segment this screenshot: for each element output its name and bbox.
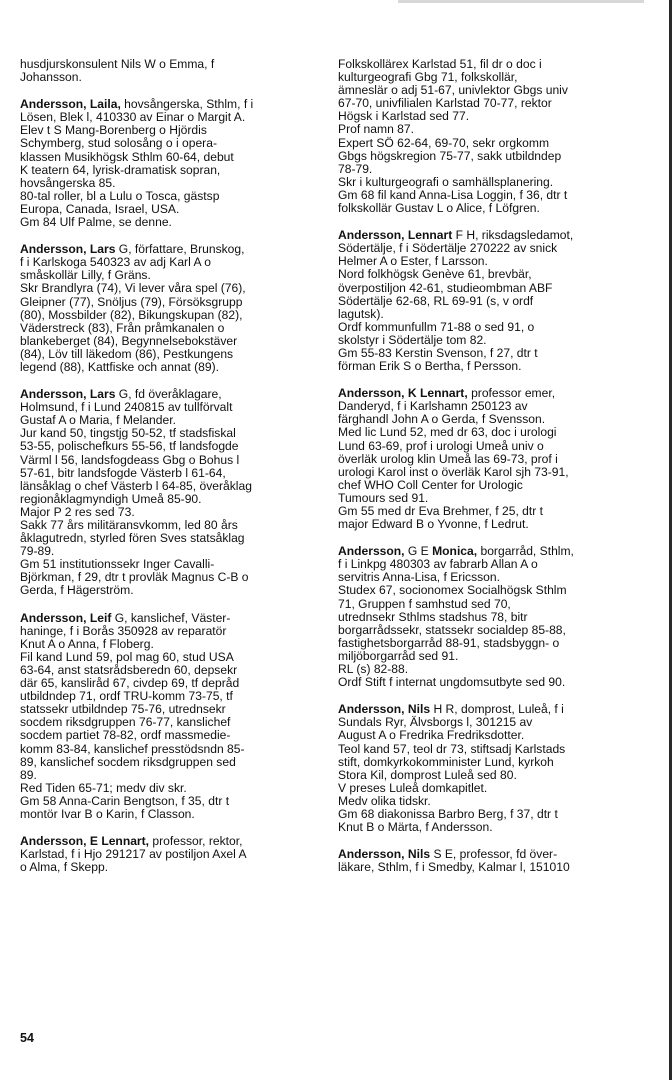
entry-continued [338, 58, 638, 215]
entry-line: urologi Karol inst o överläk Karol sjh 73-91, [338, 464, 569, 479]
entry-line: Studex 67, socionomex Socialhögsk Sthlm [338, 583, 567, 598]
entry-line: Lund 63-69, prof i urologi Umeå univ o [338, 438, 544, 453]
biography-entry [338, 703, 638, 834]
entry-line: Med lic Lund 52, med dr 63, doc i urologi [338, 425, 557, 440]
entry-line: Södertälje, f i Södertälje 270222 av snick [338, 241, 558, 256]
entry-name-suffix: Monica, [432, 544, 478, 559]
entry-first-line-text: H R, domprost, Luleå, f i [430, 702, 564, 717]
entry-line: läkare, Sthlm, f i Smedby, Kalmar l, 151010 [338, 860, 570, 875]
biography-entry [338, 229, 638, 373]
entry-line: skolstyr i Södertälje tom 82. [338, 332, 487, 347]
biography-entry [20, 98, 320, 229]
entry-line: Major P 2 res sed 73. [20, 504, 135, 519]
entry-name: Andersson, E Lennart, [20, 834, 150, 849]
entry-first-line-text: professor, rektor, [149, 834, 243, 849]
entry-line: komm 83-84, kanslichef presstödsndn 85- [20, 741, 245, 756]
entry-line: 53-55, polischefkurs 55-56, tf landsfogde [20, 439, 239, 454]
entry-line: där 65, kansliråd 67, civdep 69, tf depråd [20, 676, 240, 691]
entry-line: Skr Brandlyra (74), Vi lever våra spel (76), [20, 281, 246, 296]
entry-line: länsåklag o chef Västerb l 64-85, överåklag [20, 478, 252, 493]
entry-line: Gm 51 institutionssekr Inger Cavalli- [20, 557, 215, 572]
entry-line: Väderstreck (83), Från pråmkanalen o [20, 320, 225, 335]
entry-line: f i Linkpg 480303 av fabrarb Allan A o [338, 557, 538, 572]
right-column [338, 58, 638, 888]
biography-entry [20, 243, 320, 374]
entry-line: Högsk i Karlstad sed 77. [338, 109, 470, 124]
entry-line: V preses Luleå domkapitlet. [338, 780, 488, 795]
entry-line: Gm 84 Ulf Palme, se denne. [20, 215, 172, 230]
entry-line: 79-89. [20, 544, 55, 559]
entry-name: Andersson, Nils [338, 702, 431, 717]
entry-line: Knut B o Märta, f Andersson. [338, 820, 493, 835]
entry-line: ämneslär o adj 51-67, univlektor Gbgs univ [338, 83, 568, 98]
entry-name: Andersson, K Lennart, [338, 386, 468, 401]
entry-line: o Alma, f Skepp. [20, 860, 109, 875]
entry-line: K teatern 64, lyrisk-dramatisk sopran, [20, 162, 221, 177]
entry-line: (84), Löv till läkedom (86), Pestkungens [20, 346, 234, 361]
entry-line: Sakk 77 års militäransvkomm, led 80 års [20, 518, 238, 532]
entry-line: fastighetsborgarråd 88-91, stadsbyggn- o [338, 635, 560, 650]
entry-line: major Edward B o Yvonne, f Ledrut. [338, 517, 529, 532]
entry-name: Andersson, Lars [20, 242, 116, 257]
entry-line: Skr i kulturgeografi o samhällsplanering. [338, 174, 554, 189]
entry-line: Knut A o Anna, f Floberg. [20, 636, 154, 651]
entry-name: Andersson, [338, 544, 405, 559]
entry-line: Gm 68 fil kand Anna-Lisa Loggin, f 36, dtr t [338, 187, 568, 202]
entry-line: överpostiljon 42-61, studieombman ABF [338, 280, 553, 295]
entry-line: 80-tal roller, bl a Lulu o Tosca, gästsp [20, 188, 220, 203]
biography-entry [20, 612, 320, 822]
entry-line: Teol kand 57, teol dr 73, stiftsadj Karlstads [338, 741, 566, 756]
entry-line: 71, Gruppen f samhstud sed 70, [338, 596, 511, 611]
entry-first-line-text: S E, professor, fd över- [430, 847, 558, 862]
entry-line: Stora Kil, domprost Luleå sed 80. [338, 767, 517, 782]
entry-line: August A o Fredrika Fredriksdotter. [338, 728, 525, 743]
entry-line: chef WHO Coll Center for Urologic [338, 477, 523, 492]
entry-line: överläk urolog klin Umeå las 69-73, prof i [338, 451, 558, 466]
entry-line: stift, domkyrkokomminister Lund, kyrkoh [338, 754, 554, 769]
entry-line: f i Karlskoga 540323 av adj Karl A o [20, 255, 211, 270]
entry-name: Andersson, Laila, [20, 97, 121, 112]
biography-entry [20, 388, 320, 598]
biography-entry [338, 848, 638, 874]
entry-line: socdem riksdgruppen 76-77, kanslichef [20, 715, 231, 730]
entry-line: Red Tiden 65-71; medv div skr. [20, 780, 187, 795]
entry-line: Prof namn 87. [338, 122, 414, 137]
page-number: 54 [20, 1031, 34, 1045]
entry-first-line-text: Folkskollärex Karlstad 51, fil dr o doc i [338, 57, 542, 71]
entry-line: klassen Musikhögsk Sthlm 60-64, debut [20, 149, 234, 164]
entry-line: 57-61, bitr landsfogde Västerb l 61-64, [20, 465, 226, 480]
entry-line: Gustaf A o Maria, f Melander. [20, 413, 176, 428]
entry-line: utrednsekr Sthlms stadshus 78, bitr [338, 609, 528, 624]
entry-line: miljöborgarråd sed 91. [338, 648, 459, 663]
biography-entry [338, 545, 638, 689]
left-column [20, 58, 320, 888]
entry-first-line-text: F H, riksdagsledamot, [452, 228, 574, 243]
entry-line: utbildndep 71, ordf TRU-komm 73-75, tf [20, 689, 233, 704]
entry-line: Gm 55-83 Kerstin Svenson, f 27, dtr t [338, 345, 538, 360]
entry-name: Andersson, Nils [338, 847, 431, 862]
entry-line: Södertälje 62-68, RL 69-91 (s, v ordf [338, 293, 534, 308]
entry-line: Expert SÖ 62-64, 69-70, sekr orgkomm [338, 135, 550, 150]
entry-line: haninge, f i Borås 350928 av reparatör [20, 623, 227, 638]
entry-line: Nord folkhögsk Genève 61, brevbär, [338, 267, 532, 282]
entry-line: Gerda, f Hägerström. [20, 583, 134, 598]
entry-line: Gm 68 diakonissa Barbro Berg, f 37, dtr t [338, 806, 558, 821]
entry-line: Gbgs högskregion 75-77, sakk utbildndep [338, 148, 562, 163]
entry-line: regionåklagmyndigh Umeå 85-90. [20, 491, 202, 506]
entry-line: Ordf Stift f internat ungdomsutbyte sed 90. [338, 675, 566, 690]
entry-line: Gm 58 Anna-Carin Bengtson, f 35, dtr t [20, 793, 230, 808]
entry-line: legend (88), Kattfiske och annat (89). [20, 359, 219, 374]
entry-line: montör Ivar B o Karin, f Classon. [20, 806, 195, 821]
entry-line: Elev t S Mang-Borenberg o Hjördis [20, 123, 207, 138]
biography-entry [20, 835, 320, 874]
entry-name: Andersson, Lennart [338, 228, 453, 243]
entry-line: servitris Anna-Lisa, f Ericsson. [338, 570, 500, 585]
entry-first-line-text: husdjurskonsulent Nils W o Emma, f [20, 57, 215, 71]
entry-line: Fil kand Lund 59, pol mag 60, stud USA [20, 649, 234, 664]
entry-line: småskollär Lilly, f Gräns. [20, 268, 151, 283]
entry-line: blankeberget (84), Begynnelsebokstäver [20, 333, 238, 348]
entry-first-line-text: professor emer, [467, 386, 556, 401]
entry-line: färghandl John A o Gerda, f Svensson. [338, 412, 546, 427]
entry-line: Danderyd, f i Karlshamn 250123 av [338, 399, 528, 414]
entry-line: lagutsk). [338, 306, 384, 321]
entry-line: Karlstad, f i Hjo 291217 av postiljon Axel A [20, 847, 247, 862]
entry-line: Värml l 56, landsfogdeass Gbg o Bohus l [20, 452, 240, 467]
entry-line: Björkman, f 29, dtr t provläk Magnus C-B o [20, 570, 249, 585]
entry-first-line-text: G, fd överåklagare, [115, 387, 222, 402]
entry-line: Gleipner (77), Snöljus (79), Försöksgrupp [20, 294, 243, 309]
entry-line: 67-70, univfilialen Karlstad 70-77, rektor [338, 96, 552, 111]
entry-line: Helmer A o Ester, f Larsson. [338, 254, 488, 269]
entry-name: Andersson, Lars [20, 387, 116, 402]
entry-first-line-text: hovsångerska, Sthlm, f i [120, 97, 254, 112]
top-edge-rule [398, 0, 644, 3]
entry-after-suffix: borgarråd, Sthlm, [477, 544, 574, 559]
entry-line: kulturgeografi Gbg 71, folkskollär, [338, 70, 518, 85]
entry-line: 89. [20, 767, 37, 782]
entry-first-line-text: G, kanslichef, Väster- [111, 610, 231, 625]
entry-line: Lösen, Blek l, 410330 av Einar o Margit A. [20, 110, 246, 125]
entry-first-line-text: G E [404, 544, 433, 559]
entry-line: 89, kanslichef socdem riksdgruppen sed [20, 754, 236, 769]
entry-line: Holmsund, f i Lund 240815 av tullförvalt [20, 400, 233, 415]
entry-line: åklagutredn, styrled fören Sves statsåklag [20, 531, 245, 546]
entry-line: statssekr utbildndep 75-76, utrednsekr [20, 702, 226, 717]
entry-line: borgarrådssekr, statssekr socialdep 85-88, [338, 622, 566, 637]
entry-line: 78-79. [338, 161, 373, 176]
entry-line: (80), Mossbilder (82), Bikungskupan (82), [20, 307, 243, 322]
entry-line: Schymberg, stud solosång o i opera- [20, 136, 217, 151]
entry-line: förman Erik S o Bertha, f Persson. [338, 359, 522, 374]
entry-line: RL (s) 82-88. [338, 662, 409, 677]
entry-line: Johansson. [20, 70, 82, 85]
entry-continued [20, 58, 320, 84]
biography-entry [338, 387, 638, 531]
entry-first-line [20, 612, 320, 625]
entry-first-line-text: G, författare, Brunskog, [115, 242, 245, 257]
entry-line: 63-64, anst statsrådsberedn 60, depsekr [20, 662, 238, 677]
entry-name: Andersson, Leif [20, 610, 112, 625]
entry-line: Tumours sed 91. [338, 490, 429, 505]
entry-line: Europa, Canada, Israel, USA. [20, 201, 180, 216]
entry-line: Ordf kommunfullm 71-88 o sed 91, o [338, 319, 535, 334]
entry-line: Sundals Ryr, Älvsborgs l, 301215 av [338, 715, 533, 730]
entry-line: Gm 55 med dr Eva Brehmer, f 25, dtr t [338, 504, 544, 518]
entry-line: folkskollär Gustav L o Alice, f Löfgren. [338, 201, 540, 216]
entry-line: Jur kand 50, tingstjg 50-52, tf stadsfiskal [20, 426, 236, 441]
entry-line: hovsångerska 85. [20, 175, 116, 190]
entry-line: socdem partiet 78-82, ordf massmedie- [20, 728, 231, 743]
entry-line: Medv olika tidskr. [338, 793, 431, 808]
